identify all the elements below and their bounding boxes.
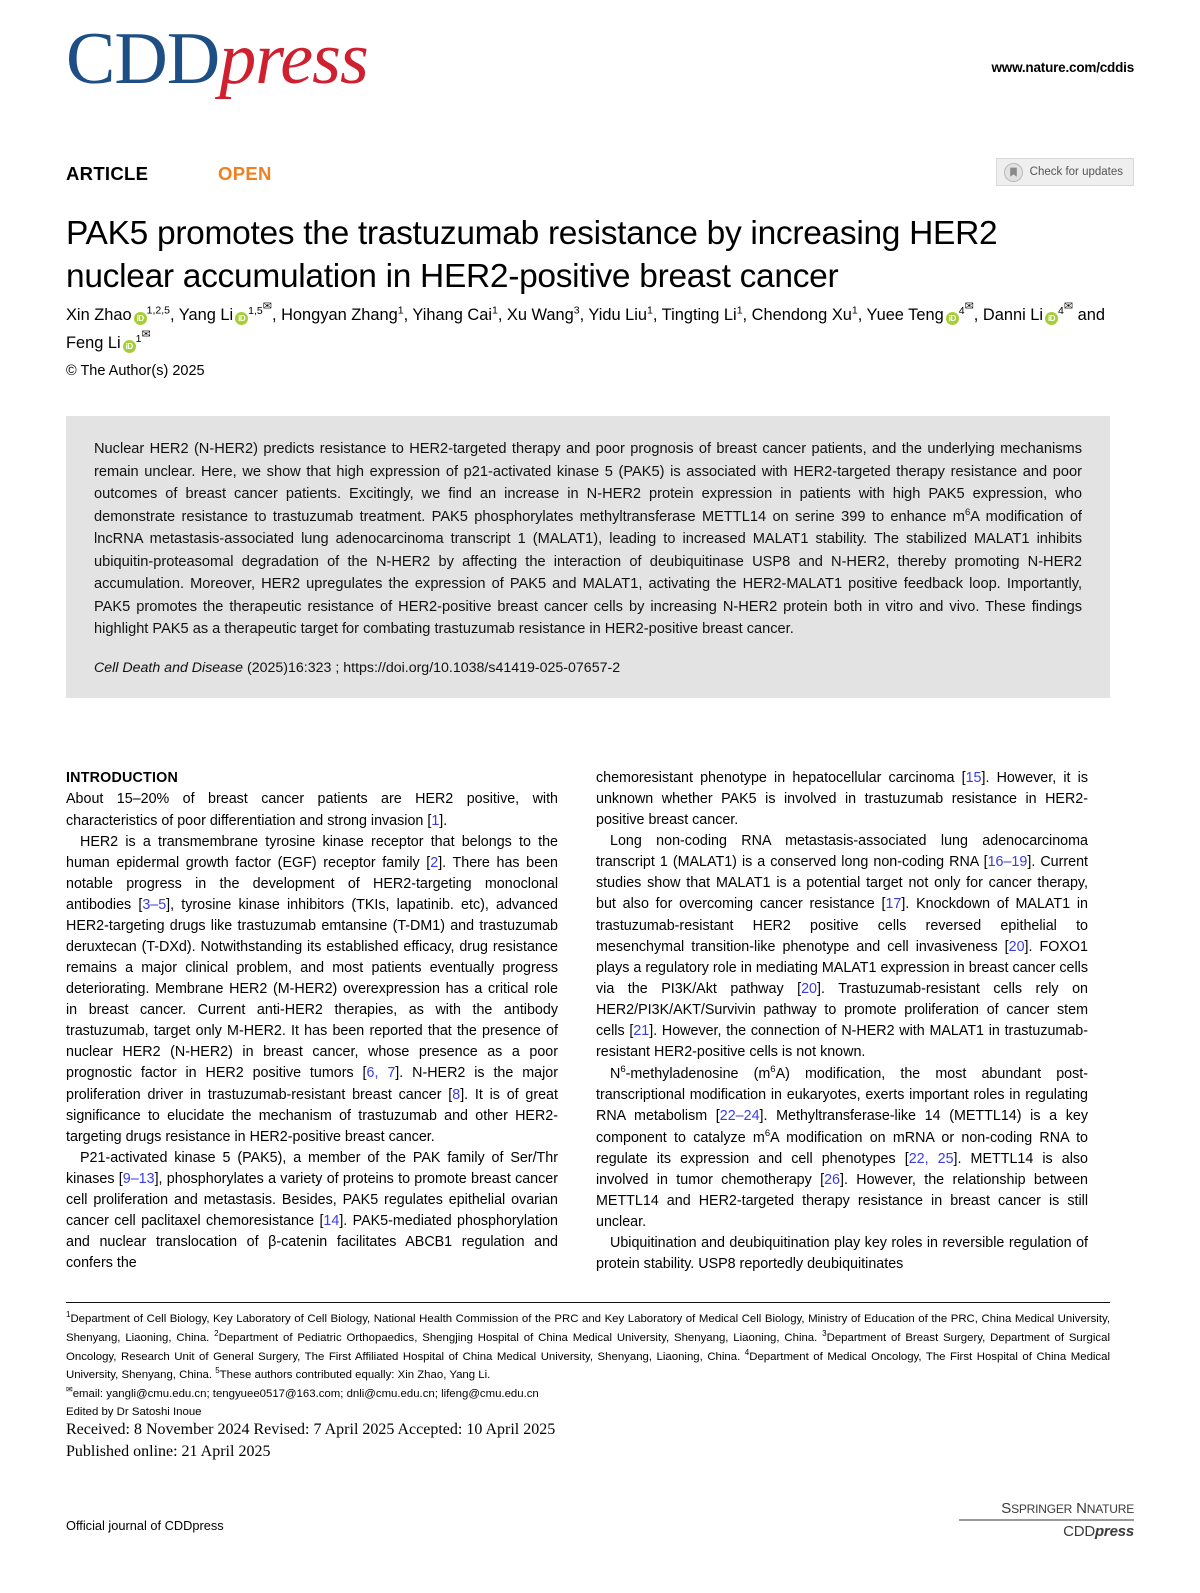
logo-cdd-text: CDD [66,18,220,100]
author-affiliation-ref: 1,2,5 [146,304,170,317]
body-column-right [596,768,1088,1275]
reference-link[interactable]: 20 [1008,938,1025,955]
author-affiliation-ref: 3 [573,304,580,317]
author-affiliation-ref: 1,5✉ [248,300,272,317]
orcid-icon[interactable]: iD [235,312,248,325]
reference-link[interactable]: 22–24 [719,1108,760,1125]
abstract-box [66,416,1110,698]
page-title: PAK5 promotes the trastuzumab resistance by increasing HER2 nuclear accumulation in HER2-positive breast cancer [66,215,998,296]
bookmark-icon [1004,163,1023,182]
reference-link[interactable]: 17 [885,896,902,913]
reference-link[interactable]: 3–5 [142,896,167,913]
author-affiliation-ref: 1 [491,304,498,317]
orcid-icon[interactable]: iD [134,312,147,325]
author-name: Yidu Liu [588,305,648,324]
reference-link[interactable]: 2 [430,854,439,871]
author-name: Yihang Cai [412,305,492,324]
dates-received-line: Received: 8 November 2024 Revised: 7 April 2025 Accepted: 10 April 2025 [66,1421,556,1438]
check-for-updates-label: Check for updates [1029,166,1123,178]
reference-link[interactable]: 21 [633,1022,650,1039]
introduction-heading: INTRODUCTION [66,770,179,786]
copyright-line: © The Author(s) 2025 [66,363,205,379]
author-name: Xin Zhao [66,305,132,324]
author-affiliation-ref: 1✉ [135,328,151,345]
body-paragraph: chemoresistant phenotype in hepatocellular carcinoma [15]. However, it is unknown whether PAK5 is involved in trastuzumab resistance in HER2-positive breast cancer. [596,770,1088,829]
author-affiliation-ref: 1 [736,304,743,317]
springer-word: SSPRINGER [1001,1500,1073,1517]
citation-line [94,660,1082,676]
body-paragraph: P21-activated kinase 5 (PAK5), a member of the PAK family of Ser/Thr kinases [9–13], phosphorylates a variety of proteins to promote breast cancer cell proliferation and metastasis. Besides, PAK5 regulates epithelial ovarian cancer cell paclitaxel chemoresistance [14]. PAK5-mediated phosphorylation and nuclear translocation of β-catenin facilitates ABCB1 regulation and confers the [66,1149,558,1272]
springer-divider [959,1519,1134,1521]
nature-url[interactable]: www.nature.com/cddis [991,60,1134,75]
body-column-left [66,768,558,1274]
body-paragraph: Ubiquitination and deubiquitination play key roles in reversible regulation of protein stability. USP8 reportedly deubiquitinates [596,1235,1088,1273]
reference-link[interactable]: 6, 7 [366,1065,396,1082]
dates-published-line: Published online: 21 April 2025 [66,1443,271,1461]
logo-press-text: press [219,18,368,100]
orcid-icon[interactable]: iD [946,312,959,325]
author-name: Chendong Xu [751,305,852,324]
open-access-label: OPEN [218,163,272,184]
springer-nature-text [959,1500,1134,1517]
body-paragraph: About 15–20% of breast cancer patients are HER2 positive, with characteristics of poor differentiation and strong invasion [1]. [66,791,558,829]
check-for-updates-badge[interactable] [996,158,1134,186]
author-name: Feng Li [66,334,121,353]
orcid-icon[interactable]: iD [1045,312,1058,325]
cddpress-logo [66,18,368,100]
citation-journal: Cell Death and Disease [94,659,244,676]
reference-link[interactable]: 9–13 [122,1170,155,1187]
springer-nature-logo [959,1500,1134,1540]
email-icon[interactable]: ✉ [141,328,151,341]
edited-by-line: Edited by Dr Satoshi Inoue [66,1406,202,1419]
abstract-text: Nuclear HER2 (N-HER2) predicts resistance to HER2-targeted therapy and poor prognosis of breast cancer patients, and the underlying mechanisms remain unclear. Here, we show that high expression of p21-activated kinase 5 (PAK5) is associated with HER2-targeted therapy resistance and poor outcomes of breast cancer patients. Excitingly, we find an increase in N-HER2 protein expression in patients with high PAK5 expression, who demonstrate resistance to trastuzumab treatment. PAK5 phosphorylates methyltransferase METTL14 on serine 399 to enhance $m^6A$ modification of lncRNA metastasis-associated lung adenocarcinoma transcript 1 (MALAT1), leading to increased MALAT1 stability. The stabilized MALAT1 inhibits ubiquitin-proteasomal degradation of the N-HER2 by affecting the interaction of deubiquitinase USP8 and N-HER2, thereby promoting N-HER2 accumulation. Moreover, HER2 upregulates the expression of PAK5 and MALAT1, activating the HER2-MALAT1 positive feedback loop. Importantly, PAK5 promotes the therapeutic resistance of HER2-positive breast cancer cells by increasing N-HER2 protein both in vitro and vivo. These findings highlight PAK5 as a therapeutic target for combating trastuzumab resistance in HER2-positive breast cancer. [94,441,1082,638]
citation-details[interactable]: (2025)16:323 ; https://doi.org/10.1038/s41419-025-07657-2 [243,659,621,676]
author-affiliation-ref: 4✉ [958,300,974,317]
footnotes-block [66,1309,1110,1421]
reference-link[interactable]: 16–19 [987,854,1028,871]
body-paragraph: HER2 is a transmembrane tyrosine kinase receptor that belongs to the human epidermal growth factor (EGF) receptor family [2]. There has been notable progress in the development of HER2-targeting monoclonal antibodies [3–5], tyrosine kinase inhibitors (TKIs, lapatinib. etc), advanced HER2-targeting drugs like trastuzumab emtansine (T-DM1) and trastuzumab deruxtecan (T-DXd). Notwithstanding its established efficacy, drug resistance remains a major clinical problem, and most patients eventually progress deteriorating. Membrane HER2 (M-HER2) overexpression has a critical role in breast cancer. Current anti-HER2 therapies, as with the antibody trastuzumab, target only M-HER2. It has been reported that the presence of nuclear HER2 (N-HER2) in breast cancer, whose presence as a poor prognostic factor in HER2 positive tumors [6, 7]. N-HER2 is the major proliferation driver in trastuzumab-resistant breast cancer [8]. It is of great significance to elucidate the mechanism of trastuzumab and other HER2-targeting drugs resistance in HER2-positive breast cancer. [66,833,558,1145]
author-list: Xin Zhao iD$^{1,2,5}$, Yang Li $iD^{1,5✉}$, Hongyan Zhang$^1$, Yihang Cai$^1$, Xu Wang$^3$, Yidu Liu$^1$, Tingting Li$^1$, Chendong Xu$^1$, Yuee Teng $iD^{4✉}$, Danni Li $iD^{4✉}$ and Feng Li $iD^{1✉}$ [66,300,1106,353]
official-journal-line: Official journal of CDDpress [66,1518,224,1533]
reference-link[interactable]: 26 [824,1172,840,1189]
email-icon: ✉ [66,1385,73,1395]
publication-dates [66,1419,555,1463]
author-name: Yang Li [178,305,234,324]
reference-link[interactable]: 8 [452,1086,461,1103]
affiliations-text: $^1$Department of Cell Biology, Key Laboratory of Cell Biology, National Health Commission of the PRC and Key Laboratory of Medical Cell Biology, Ministry of Education of the PRC, China Medical University, Shenyang, Liaoning, China. $^2$Department of Pediatric Orthopaedics, Shengjing Hospital of China Medical University, Shenyang, Liaoning, China. $^3$Department of Breast Surgery, Department of Surgical Oncology, Research Unit of General Surgery, The First Affiliated Hospital of China Medical University, Shenyang, Liaoning, China. $^4$Department of Medical Oncology, The First Hospital of China Medical University, Shenyang, China. $^5$These authors contributed equally: Xin Zhao, Yang Li. [66,1310,1110,1382]
email-icon[interactable]: ✉ [262,300,272,312]
reference-link[interactable]: 14 [323,1213,340,1229]
author-name: Yuee Teng [866,305,944,324]
corresponding-email-line[interactable]: ✉email: yangli@cmu.edu.cn; tengyuee0517@163.com; dnli@cmu.edu.cn; lifeng@cmu.edu.cn [66,1385,539,1401]
reference-link[interactable]: 1 [431,812,440,829]
author-affiliation-ref: 1 [647,304,653,317]
email-icon[interactable]: ✉ [964,300,974,312]
orcid-icon[interactable]: iD [123,340,136,353]
author-name: Hongyan Zhang [281,305,398,324]
author-name: Xu Wang [506,305,574,324]
article-type-label: ARTICLE [66,163,149,184]
masthead [0,0,1200,130]
footnote-divider [66,1302,1110,1303]
author-name: Danni Li [982,305,1044,324]
author-affiliation-ref: 1 [397,304,404,317]
reference-link[interactable]: 15 [965,770,982,786]
author-name: Tingting Li [661,305,737,324]
author-affiliation-ref: 1 [851,304,858,317]
nature-word: NNATURE [1076,1500,1134,1517]
reference-link[interactable]: 20 [801,980,817,997]
author-affiliation-ref: 4✉ [1058,300,1074,317]
footer-cddpress: CDDpress [1063,1523,1134,1540]
email-icon[interactable]: ✉ [1063,300,1074,312]
body-paragraph: $N^6$-methyladenosine $(m^6A)$ modification, the most abundant post-transcriptional modification in eukaryotes, exerts important roles in regulating RNA metabolism [22–24]. Methyltransferase-like 14 (METTL14) is a key component to catalyze $m^6A$ modification on mRNA or non-coding RNA to regulate its expression and cell phenotypes [22, 25]. METTL14 is also involved in tumor chemotherapy [26]. However, the relationship between METTL14 and HER2-targeted therapy resistance in breast cancer is still unclear. [596,1064,1089,1231]
body-paragraph: Long non-coding RNA metastasis-associated lung adenocarcinoma transcript 1 (MALAT1) is a conserved long non-coding RNA [16–19]. Current studies show that MALAT1 is a potential target not only for cancer therapy, but also for overcoming cancer resistance [17]. Knockdown of MALAT1 in trastuzumab-resistant HER2 positive cells reversed epithelial to mesenchymal transition-like phenotype and cell invasiveness [20]. FOXO1 plays a regulatory role in mediating MALAT1 expression in breast cancer cells via the PI3K/Akt pathway [20]. Trastuzumab-resistant cells rely on HER2/PI3K/AKT/Survivin pathway to promote proliferation of cancer stem cells [21]. However, the connection of N-HER2 with MALAT1 in trastuzumab-resistant HER2-positive cells is not known. [596,833,1089,1061]
reference-link[interactable]: 22, 25 [908,1150,954,1167]
